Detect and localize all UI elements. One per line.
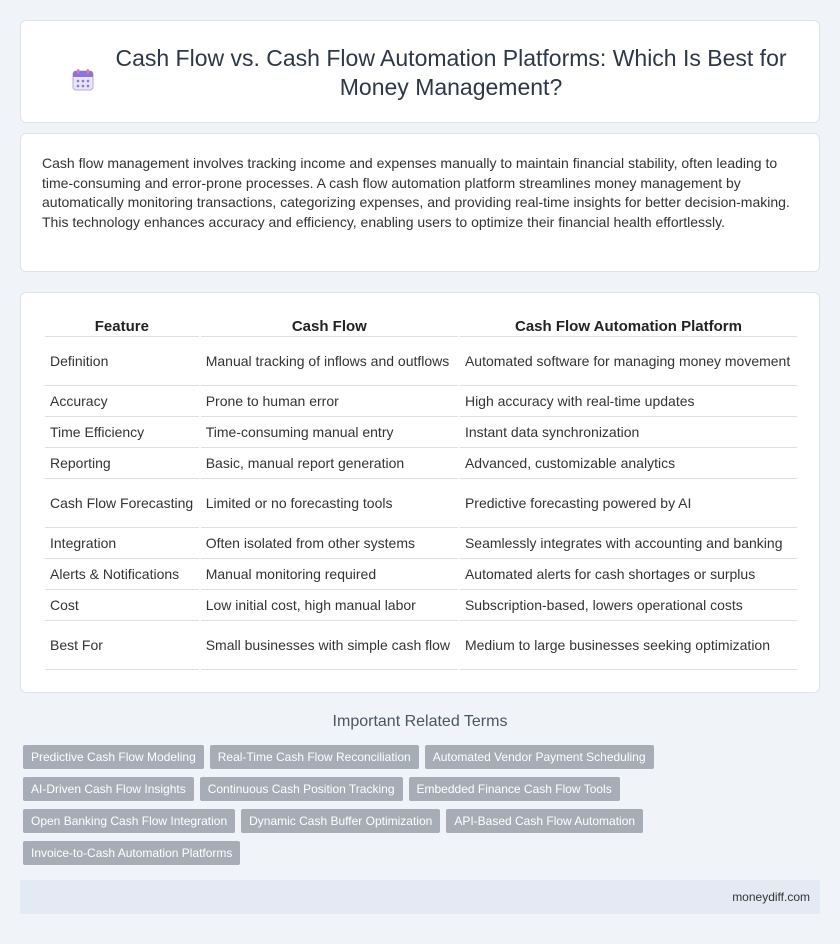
feature-cell: Time Efficiency	[45, 417, 199, 448]
automation-cell: Automated software for managing money movement	[460, 337, 797, 386]
cash-flow-cell: Time-consuming manual entry	[201, 417, 458, 448]
table-row	[45, 386, 797, 417]
feature-cell: Cost	[45, 590, 199, 621]
related-term-tag[interactable]: Dynamic Cash Buffer Optimization	[241, 809, 440, 833]
cash-flow-cell: Low initial cost, high manual labor	[201, 590, 458, 621]
automation-cell: Seamlessly integrates with accounting and banking	[460, 528, 797, 559]
table-row	[45, 448, 797, 479]
automation-cell: Automated alerts for cash shortages or surplus	[460, 559, 797, 590]
table-header-row	[45, 315, 797, 337]
feature-cell: Alerts & Notifications	[45, 559, 199, 590]
table-row	[45, 417, 797, 448]
page-title: Cash Flow vs. Cash Flow Automation Platforms: Which Is Best for Money Management?	[115, 45, 787, 100]
related-term-tag[interactable]: Real-Time Cash Flow Reconciliation	[210, 745, 419, 769]
automation-cell: Medium to large businesses seeking optimization	[460, 621, 797, 670]
footer-site-name[interactable]: moneydiff.com	[732, 890, 810, 904]
comparison-card	[20, 292, 820, 693]
table-row	[45, 590, 797, 621]
feature-cell: Definition	[45, 337, 199, 386]
table-row	[45, 337, 797, 386]
cash-flow-cell: Manual tracking of inflows and outflows	[201, 337, 458, 386]
intro-card	[20, 133, 820, 272]
table-row	[45, 621, 797, 670]
related-term-tag[interactable]: Open Banking Cash Flow Integration	[23, 809, 235, 833]
cash-flow-cell: Prone to human error	[201, 386, 458, 417]
title-card	[20, 20, 820, 123]
cash-flow-cell: Limited or no forecasting tools	[201, 479, 458, 528]
feature-cell: Integration	[45, 528, 199, 559]
feature-cell: Best For	[45, 621, 199, 670]
automation-cell: High accuracy with real-time updates	[460, 386, 797, 417]
header-automation-platform: Cash Flow Automation Platform	[460, 315, 797, 337]
related-term-tag[interactable]: Predictive Cash Flow Modeling	[23, 745, 204, 769]
automation-cell: Instant data synchronization	[460, 417, 797, 448]
automation-cell: Subscription-based, lowers operational costs	[460, 590, 797, 621]
header-feature: Feature	[45, 315, 199, 337]
related-term-tag[interactable]: Automated Vendor Payment Scheduling	[425, 745, 654, 769]
automation-cell: Predictive forecasting powered by AI	[460, 479, 797, 528]
related-term-tag[interactable]: Embedded Finance Cash Flow Tools	[409, 777, 620, 801]
cash-flow-cell: Small businesses with simple cash flow	[201, 621, 458, 670]
comparison-table	[43, 315, 799, 670]
feature-cell: Accuracy	[45, 386, 199, 417]
related-term-tag[interactable]: API-Based Cash Flow Automation	[446, 809, 643, 833]
automation-cell: Advanced, customizable analytics	[460, 448, 797, 479]
cash-flow-cell: Often isolated from other systems	[201, 528, 458, 559]
intro-paragraph: Cash flow management involves tracking income and expenses manually to maintain financial stability, often leading to time-consuming and error-prone processes. A cash flow automation platform streamlines money management by automatically monitoring transactions, categorizing expenses, and providing real-time insights for better decision-making. This technology enhances accuracy and efficiency, enabling users to optimize their financial health effortlessly.	[42, 155, 790, 230]
cash-flow-cell: Manual monitoring required	[201, 559, 458, 590]
footer	[20, 880, 820, 914]
cash-flow-cell: Basic, manual report generation	[201, 448, 458, 479]
header-cash-flow: Cash Flow	[201, 315, 458, 337]
feature-cell: Reporting	[45, 448, 199, 479]
related-term-tag[interactable]: Continuous Cash Position Tracking	[200, 777, 403, 801]
table-row	[45, 479, 797, 528]
table-row	[45, 528, 797, 559]
feature-cell: Cash Flow Forecasting	[45, 479, 199, 528]
related-terms-list	[23, 745, 663, 873]
table-row	[45, 559, 797, 590]
related-term-tag[interactable]: AI-Driven Cash Flow Insights	[23, 777, 194, 801]
related-terms-heading: Important Related Terms	[332, 713, 508, 730]
related-term-tag[interactable]: Invoice-to-Cash Automation Platforms	[23, 841, 240, 865]
